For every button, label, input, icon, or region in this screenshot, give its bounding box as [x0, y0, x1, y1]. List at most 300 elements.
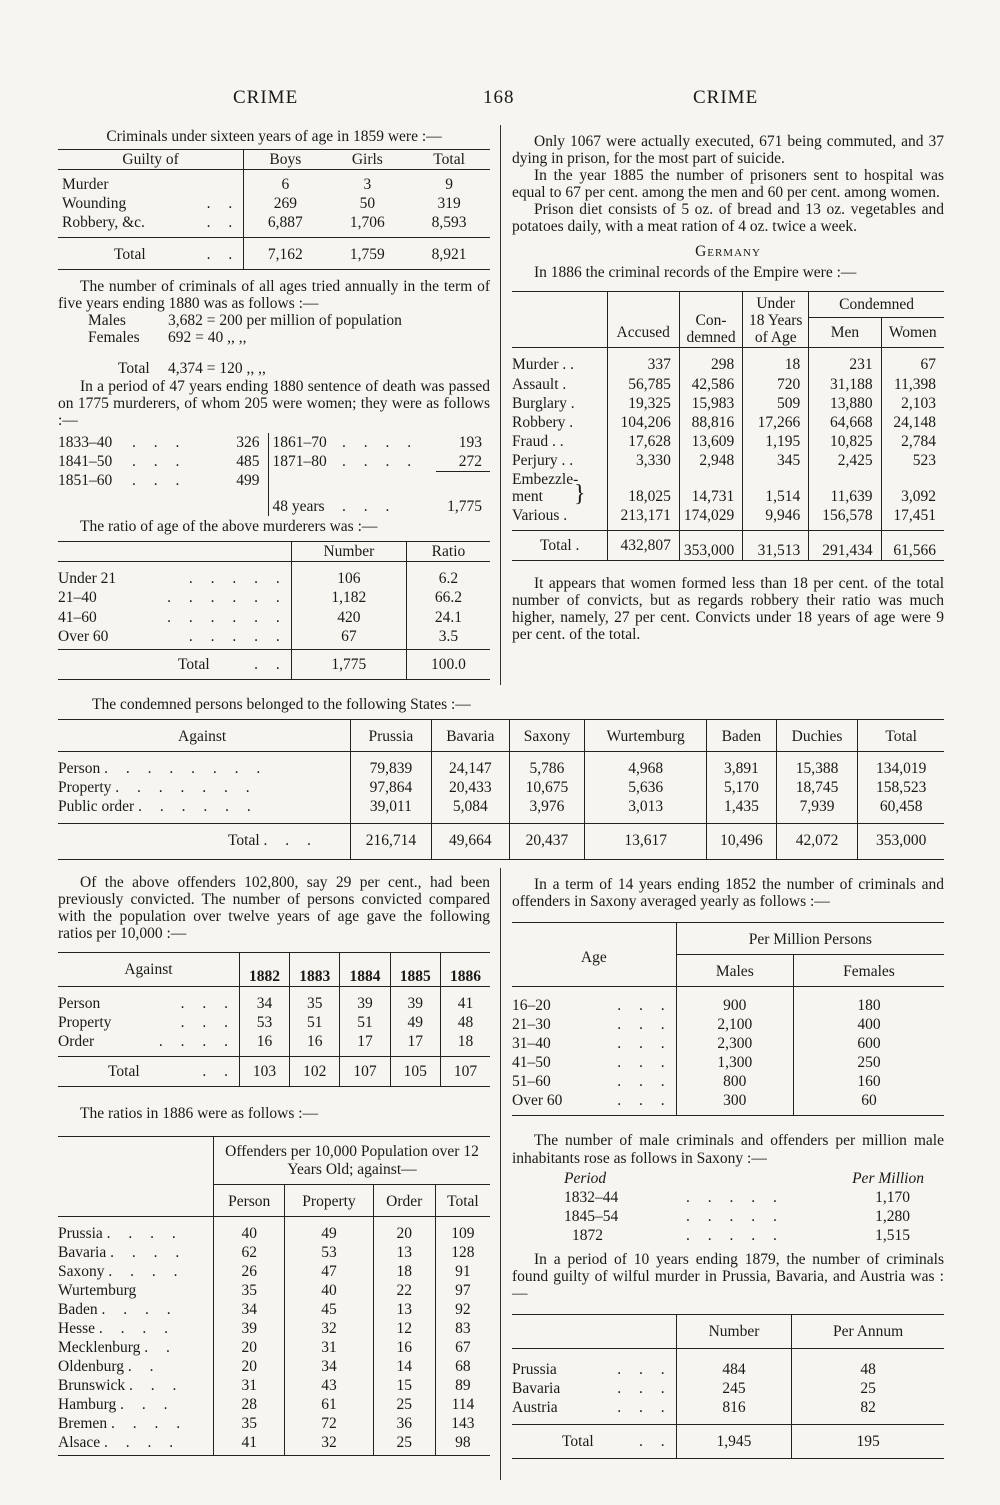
- page-number: 168: [483, 87, 515, 108]
- germany-table: [512, 291, 944, 561]
- header-right: CRIME: [693, 87, 759, 108]
- cell: 18: [373, 1262, 435, 1281]
- table-row: Prussia . . . 484 48: [512, 1348, 944, 1379]
- cell: 114: [435, 1395, 490, 1414]
- cell: 298: [679, 348, 742, 375]
- table-row: 51–60 . . . 800 160: [512, 1072, 944, 1091]
- germany-heading: Germany: [695, 243, 761, 261]
- cell: 245: [676, 1379, 792, 1398]
- cell: 2,425: [809, 451, 881, 470]
- row-label: Wurtemburg: [58, 1281, 137, 1299]
- tried-label: Total: [118, 360, 150, 378]
- cell: 7,162: [244, 238, 327, 270]
- table-row: Wounding . . 269 50 319: [58, 194, 490, 213]
- count: 272: [436, 452, 490, 472]
- cell: 83: [435, 1319, 490, 1338]
- cell: 18: [743, 348, 809, 375]
- cell: 25: [792, 1379, 944, 1398]
- col-head: 1886: [440, 953, 490, 987]
- table-total-row: Total . . . 216,714 49,664 20,437 13,617 10,496 42,072 353,000: [58, 824, 944, 860]
- cell: 523: [881, 451, 944, 470]
- table-row: Baden . . . . 34 45 13 92: [58, 1300, 490, 1319]
- cell: 13: [373, 1243, 435, 1262]
- table-row: 1872 . . . . . 1,515: [512, 1226, 944, 1245]
- cell: 39: [390, 987, 440, 1014]
- cell: 42,072: [776, 824, 858, 860]
- row-label: Order: [58, 1033, 95, 1051]
- col-head: [58, 542, 291, 562]
- cell: 15: [373, 1376, 435, 1395]
- col-head: Order: [373, 1184, 435, 1216]
- cell: 3,976: [509, 797, 585, 824]
- cell: 48: [440, 1013, 490, 1032]
- cell: 400: [793, 1015, 944, 1034]
- running-header: [0, 88, 1000, 114]
- col-head: Con-demned: [679, 292, 742, 348]
- cell: 20,433: [431, 778, 509, 797]
- cell: 10,825: [809, 432, 881, 451]
- ratios-section: [58, 874, 490, 1456]
- cell: 67: [435, 1338, 490, 1357]
- col-head: Ratio: [406, 542, 490, 562]
- column-divider: [500, 125, 501, 685]
- total-label: Total: [562, 1433, 594, 1451]
- table-row: Alsace . . . . 41 32 25 98: [58, 1433, 490, 1456]
- cell: 174,029: [679, 506, 742, 531]
- header-left: CRIME: [233, 87, 299, 108]
- cell: 104,206: [607, 413, 679, 432]
- cell: 156,578: [809, 506, 881, 531]
- col-head: Boys: [244, 150, 327, 170]
- col-head: Age: [512, 923, 676, 987]
- cell: 34: [239, 987, 289, 1014]
- cell: 42,586: [679, 375, 742, 394]
- cell: 31: [285, 1338, 373, 1357]
- table-row: Saxony . . . . 26 47 18 91: [58, 1262, 490, 1281]
- cell: 319: [437, 195, 461, 213]
- table-row: 21–40 . . . . . . 1,182 66.2: [58, 588, 490, 607]
- hospital-para: In the year 1885 the number of prisoners sent to hospital was equal to 67 per cent. among the men and 60 per cent. among women.: [512, 167, 944, 202]
- col-head: Guilty of: [122, 151, 179, 169]
- table-row: Bavaria . . . . 62 53 13 128: [58, 1243, 490, 1262]
- cell: 420: [291, 608, 406, 627]
- total-label: Total: [178, 655, 210, 673]
- cell: 49,664: [431, 824, 509, 860]
- cell: 13,617: [585, 824, 707, 860]
- cell: 1,945: [676, 1425, 792, 1459]
- cell: 231: [809, 348, 881, 375]
- cell: 1,300: [676, 1053, 793, 1072]
- saxony-section: [512, 876, 944, 1459]
- cell: 1,759: [349, 246, 385, 264]
- row-label: Bremen: [58, 1415, 108, 1433]
- cell: 18: [440, 1032, 490, 1057]
- total-label: Total: [114, 246, 146, 264]
- cell: 2,948: [679, 451, 742, 470]
- cell: 1,195: [743, 432, 809, 451]
- cell: 39: [340, 987, 390, 1014]
- row-label: Prussia: [512, 1360, 557, 1378]
- table-row: Mecklenburg . . 20 31 16 67: [58, 1338, 490, 1357]
- col-head: Duchies: [776, 720, 858, 752]
- cell: 72: [285, 1414, 373, 1433]
- count: 485: [236, 453, 260, 471]
- cell: 51: [290, 1013, 340, 1032]
- col-head: Property: [285, 1184, 373, 1216]
- cell: 3,891: [707, 752, 777, 779]
- cell: 337: [607, 348, 679, 375]
- young-table: [58, 149, 490, 270]
- table-row: Perjury . . 3,330 2,948 345 2,425 523: [512, 451, 944, 470]
- row-label: Baden: [58, 1300, 98, 1318]
- table-total-row: Total . . 103 102 107 105 107: [58, 1057, 490, 1087]
- cell: 1,706: [349, 214, 385, 232]
- cell: 31: [214, 1376, 285, 1395]
- cell: 250: [793, 1053, 944, 1072]
- states-section: [58, 696, 944, 860]
- table-row: 1832–44 . . . . . 1,170: [512, 1188, 944, 1207]
- cell: 97: [435, 1281, 490, 1300]
- period: 1851–60: [58, 472, 113, 490]
- row-label: Person: [58, 995, 101, 1013]
- row-label: Robbery, &c.: [62, 214, 145, 232]
- cell: 109: [435, 1216, 490, 1243]
- cell: 107: [440, 1057, 490, 1087]
- table-row: Hamburg . . . 28 61 25 114: [58, 1395, 490, 1414]
- column-divider: [500, 868, 501, 1480]
- cell: 195: [792, 1425, 944, 1459]
- col-head: Against: [178, 728, 227, 746]
- table-row: Embezzle-ment } 18,025 14,731 1,514 11,639 3,092: [512, 470, 944, 506]
- row-label: 31–40: [512, 1035, 551, 1053]
- cell: 22: [373, 1281, 435, 1300]
- table-row: Fraud . . 17,628 13,609 1,195 10,825 2,784: [512, 432, 944, 451]
- table-row: Hesse . . . . 39 32 12 83: [58, 1319, 490, 1338]
- cell: 14,731: [679, 470, 742, 506]
- cell: 34: [285, 1357, 373, 1376]
- row-label: 41–60: [58, 608, 97, 626]
- murder-para: In a period of 10 years ending 1879, the number of criminals found guilty of wilful murder in Prussia, Bavaria, and Austria was :—: [512, 1250, 944, 1302]
- table-total-row: Total . 432,807 353,000 31,513 291,434 61,566: [512, 530, 944, 560]
- table-row: Assault . 56,785 42,586 720 31,188 11,398: [512, 375, 944, 394]
- cell: 19,325: [607, 394, 679, 413]
- cell: 216,714: [350, 824, 431, 860]
- cell: 3,013: [585, 797, 707, 824]
- cell: 2,300: [676, 1034, 793, 1053]
- col-head: 1884: [340, 953, 390, 987]
- cell: 158,523: [858, 778, 944, 797]
- row-label: Burglary: [512, 394, 567, 412]
- cell: 35: [290, 987, 340, 1014]
- cell: 1,182: [291, 588, 406, 607]
- table-row: Bremen . . . . 35 72 36 143: [58, 1414, 490, 1433]
- cell: 34: [214, 1300, 285, 1319]
- row-label: Wounding: [62, 195, 127, 213]
- col-head: Saxony: [509, 720, 585, 752]
- cell: 17: [390, 1032, 440, 1057]
- cell: 4,968: [585, 752, 707, 779]
- row-label: Prussia: [58, 1224, 103, 1242]
- age-ratio-table: [58, 541, 490, 679]
- cell: 432,807: [607, 530, 679, 560]
- row-label: Hamburg: [58, 1396, 117, 1414]
- cell: 269: [244, 194, 327, 213]
- states-table: [58, 719, 944, 860]
- cell: 103: [239, 1057, 289, 1087]
- period: 1841–50: [58, 453, 113, 471]
- cell: 13,609: [679, 432, 742, 451]
- tried-row: [88, 360, 490, 377]
- row-label: Perjury: [512, 451, 558, 469]
- cell: 1,170: [875, 1188, 910, 1206]
- germany-intro: In 1886 the criminal records of the Empire were :—: [534, 264, 857, 282]
- col-head: Wurtemburg: [585, 720, 707, 752]
- row-label: 21–40: [58, 589, 97, 607]
- cell: 105: [390, 1057, 440, 1087]
- table-total-row: Total . . 1,775 100.0: [58, 649, 490, 679]
- cell: 26: [214, 1262, 285, 1281]
- cell: 40: [214, 1216, 285, 1243]
- col-head: Accused: [607, 292, 679, 348]
- cell: 97,864: [350, 778, 431, 797]
- row-label: 21–30: [512, 1016, 551, 1034]
- cell: 28: [214, 1395, 285, 1414]
- cell: 6.2: [406, 562, 490, 589]
- cell: 92: [435, 1300, 490, 1319]
- table-row: Brunswick . . . 31 43 15 89: [58, 1376, 490, 1395]
- cell: 41: [214, 1433, 285, 1456]
- cell: 345: [743, 451, 809, 470]
- cell: 11,398: [881, 375, 944, 394]
- cell: 17: [340, 1032, 390, 1057]
- table-row: 1833–40 . . . 326 1861–70 . . . . 193: [58, 433, 490, 452]
- table-row: Murder . . 337 298 18 231 67: [512, 348, 944, 375]
- row-label: Bavaria: [512, 1379, 561, 1397]
- cell: 600: [793, 1034, 944, 1053]
- women-para: It appears that women formed less than 18 per cent. of the total number of convicts, but as regards robbery their ratio was much higher, namely, 27 per cent. Convicts under 18 years of age were 9 per cent. of the total.: [512, 574, 944, 644]
- col-head: Total: [435, 1184, 490, 1216]
- cell: 9,946: [743, 506, 809, 531]
- col-head: [512, 1314, 676, 1348]
- table-row: 1851–60 . . . 499: [58, 471, 490, 490]
- cell: 13,880: [809, 394, 881, 413]
- germany-section: [512, 133, 944, 643]
- cell: 24,148: [881, 413, 944, 432]
- row-label: Various: [512, 506, 560, 524]
- cell: 5,170: [707, 778, 777, 797]
- table-row: Burglary . 19,325 15,983 509 13,880 2,103: [512, 394, 944, 413]
- col-head: Bavaria: [431, 720, 509, 752]
- young-criminals-section: [58, 128, 490, 680]
- cell: 102: [290, 1057, 340, 1087]
- cell: 20: [214, 1357, 285, 1376]
- col-head: 1885: [390, 953, 440, 987]
- row-label: Bavaria: [58, 1243, 107, 1261]
- cell: 800: [676, 1072, 793, 1091]
- total-label: Total: [108, 1063, 140, 1081]
- cell: 20: [373, 1216, 435, 1243]
- period: 1861–70: [268, 433, 338, 452]
- cell: 16: [373, 1338, 435, 1357]
- col-head: Under 18 Years of Age: [743, 292, 809, 348]
- count: 326: [236, 433, 260, 451]
- murder-table: [512, 1314, 944, 1459]
- cell: 60: [793, 1091, 944, 1116]
- table-row: [58, 170, 490, 195]
- table-row: 1845–54 . . . . . 1,280: [512, 1207, 944, 1226]
- table-row: Robbery, &c. . . 6,887 1,706 8,593: [58, 213, 490, 238]
- cell: 61,566: [881, 530, 944, 560]
- table-row: 21–30 . . . 2,100 400: [512, 1015, 944, 1034]
- cell: 3,092: [881, 470, 944, 506]
- cell: 17,628: [607, 432, 679, 451]
- states-intro: The condemned persons belonged to the following States :—: [92, 696, 471, 713]
- row-label: Murder: [512, 356, 559, 374]
- cell: 62: [214, 1243, 285, 1262]
- cell: 18,025: [607, 470, 679, 506]
- cell: 24.1: [406, 608, 490, 627]
- age-ratio-para: The ratio of age of the above murderers was :—: [80, 518, 378, 536]
- cell: 67: [291, 627, 406, 650]
- row-label: Austria: [512, 1399, 558, 1417]
- tried-label: Males: [88, 312, 126, 330]
- row-label: Murder: [62, 176, 109, 194]
- table-row: Over 60 . . . . . 67 3.5: [58, 627, 490, 650]
- tried-row: [88, 329, 490, 346]
- cell: 9: [445, 176, 453, 194]
- tried-value: 692 = 40 ,, ,,: [168, 329, 247, 347]
- total-label: Total: [228, 832, 260, 850]
- cell: 11,639: [809, 470, 881, 506]
- row-label: Saxony: [58, 1262, 105, 1280]
- cell: 10,675: [509, 778, 585, 797]
- row-label: Hesse: [58, 1319, 96, 1337]
- cell: 2,100: [676, 1015, 793, 1034]
- cell: 88,816: [679, 413, 742, 432]
- col-head: 1883: [290, 953, 340, 987]
- cell: 10,496: [707, 824, 777, 860]
- table-row: Various . 213,171 174,029 9,946 156,578 17,451: [512, 506, 944, 531]
- row-label: Property: [58, 779, 112, 797]
- table-row: Property . . . 53 51 51 49 48: [58, 1013, 490, 1032]
- cell: 5,084: [431, 797, 509, 824]
- row-label: Property: [58, 1014, 112, 1032]
- cell: 79,839: [350, 752, 431, 779]
- cell: 353,000: [679, 530, 742, 560]
- cell: 31,513: [743, 530, 809, 560]
- table-row: Oldenburg . . 20 34 14 68: [58, 1357, 490, 1376]
- period: 1845–54: [564, 1207, 619, 1225]
- cell: 16: [290, 1032, 340, 1057]
- col-head: 1882: [239, 953, 289, 987]
- cell: 51: [340, 1013, 390, 1032]
- row-label: 51–60: [512, 1073, 551, 1091]
- col-head: Offenders per 10,000 Population over 12 Years Old; against—: [214, 1137, 490, 1184]
- cell: 17,266: [743, 413, 809, 432]
- col-head: Prussia: [350, 720, 431, 752]
- ratios1886-table: [58, 1136, 490, 1456]
- male-rise-para: The number of male criminals and offenders per million male inhabitants rose as follows in Saxony :—: [512, 1132, 944, 1167]
- cell: 68: [435, 1357, 490, 1376]
- row-label: Over 60: [512, 1092, 563, 1110]
- cell: 45: [285, 1300, 373, 1319]
- period: 1833–40: [58, 433, 113, 451]
- table-row: 41–50 . . . 1,300 250: [512, 1053, 944, 1072]
- total-label: 48 years: [268, 490, 338, 516]
- total-label: Total: [540, 536, 572, 554]
- cell: 43: [285, 1376, 373, 1395]
- table-total-row: 48 years . . . 1,775: [58, 490, 490, 516]
- death-table: [58, 433, 490, 517]
- row-label: Mecklenburg: [58, 1338, 141, 1356]
- cell: 143: [435, 1414, 490, 1433]
- cell: 5,636: [585, 778, 707, 797]
- death-para: In a period of 47 years ending 1880 sentence of death was passed on 1775 murderers, of whom 205 were women; they were as follows :—: [58, 377, 490, 429]
- table-row: Person . . . 34 35 39 39 41: [58, 987, 490, 1014]
- table-row: Over 60 . . . 300 60: [512, 1091, 944, 1116]
- cell: 15,983: [679, 394, 742, 413]
- cell: 6: [244, 170, 327, 195]
- cell: 49: [285, 1216, 373, 1243]
- col-head: Baden: [707, 720, 777, 752]
- cell: 47: [285, 1262, 373, 1281]
- table-row: Order . . . . 16 16 17 17 18: [58, 1032, 490, 1057]
- tried-row: [88, 312, 490, 329]
- cell: 14: [373, 1357, 435, 1376]
- tried-value: 3,682 = 200 per million of population: [168, 312, 402, 330]
- cell: 50: [359, 195, 376, 213]
- tried-value: 4,374 = 120 ,, ,,: [168, 360, 266, 378]
- cell: 8,593: [431, 214, 467, 232]
- executed-para: Only 1067 were actually executed, 671 being commuted, and 37 dying in prison, for the most part of suicide.: [512, 133, 944, 168]
- table-row: Public order . . . . . . 39,011 5,084 3,976 3,013 1,435 7,939 60,458: [58, 797, 944, 824]
- tried-list: [58, 312, 490, 377]
- ratios-table: [58, 952, 490, 1087]
- diet-para: Prison diet consists of 5 oz. of bread and 13 oz. vegetables and potatoes daily, with a meat ration of 4 oz. twice a week.: [512, 201, 944, 236]
- young-intro: Criminals under sixteen years of age in 1859 were :—: [106, 128, 442, 145]
- cell: 509: [743, 394, 809, 413]
- cell: 291,434: [809, 530, 881, 560]
- row-label: Oldenburg: [58, 1357, 125, 1375]
- table-row: 31–40 . . . 2,300 600: [512, 1034, 944, 1053]
- row-label: Fraud: [512, 432, 549, 450]
- col-head: Number: [291, 542, 406, 562]
- cell: 160: [793, 1072, 944, 1091]
- cell: 1,280: [875, 1207, 910, 1225]
- col-head: Against: [124, 961, 173, 979]
- table-row: Prussia . . . . 40 49 20 109: [58, 1216, 490, 1243]
- cell: 53: [239, 1013, 289, 1032]
- cell: 25: [373, 1433, 435, 1456]
- saxony-para: In a term of 14 years ending 1852 the number of criminals and offenders in Saxony averaged yearly as follows :—: [512, 876, 944, 911]
- cell: 300: [676, 1091, 793, 1116]
- cell: 82: [792, 1398, 944, 1425]
- cell: 98: [435, 1433, 490, 1456]
- cell: 7,939: [776, 797, 858, 824]
- cell: 12: [373, 1319, 435, 1338]
- cell: 39: [214, 1319, 285, 1338]
- table-total-row: Total . . 1,945 195: [512, 1425, 944, 1459]
- cell: 720: [743, 375, 809, 394]
- cell: 1,775: [291, 649, 406, 679]
- cell: 53: [285, 1243, 373, 1262]
- cell: 134,019: [858, 752, 944, 779]
- cell: 32: [285, 1319, 373, 1338]
- row-label: Assault: [512, 375, 559, 393]
- row-label: Alsace: [58, 1434, 101, 1452]
- cell: 20,437: [509, 824, 585, 860]
- period: 1832–44: [564, 1188, 619, 1206]
